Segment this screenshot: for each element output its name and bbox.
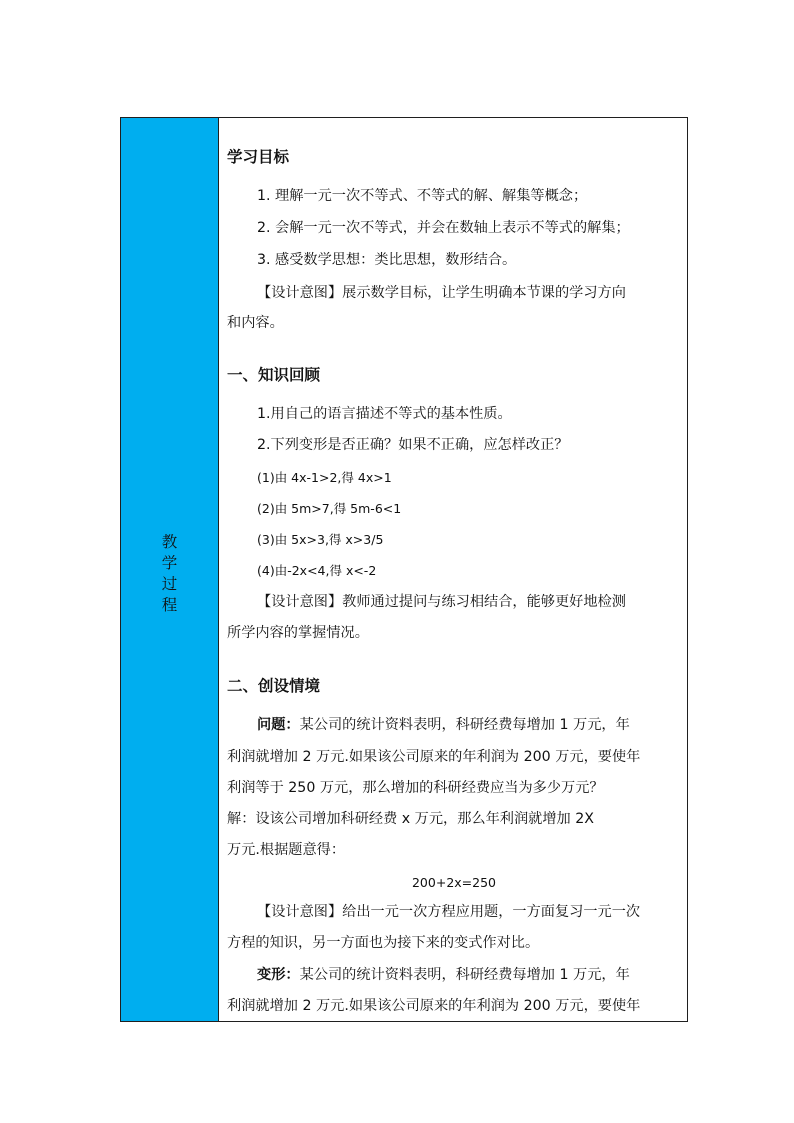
side-label-cell <box>121 118 219 1021</box>
solution-line-1: 解：设该公司增加科研经费 x 万元，那么年利润就增加 2X <box>227 811 594 827</box>
review-item-1: 1.用自己的语言描述不等式的基本性质。 <box>257 406 512 422</box>
problem-line-1 <box>257 716 630 734</box>
variant-label: 变形： <box>257 967 300 983</box>
design-intent-3: 【设计意图】给出一元一次方程应用题，一方面复习一元一次 <box>257 904 641 920</box>
variant-line-2: 利润就增加 2 万元.如果该公司原来的年利润为 200 万元，要使年 <box>227 998 641 1014</box>
design-intent-3-cont: 方程的知识，另一方面也为接下来的变式作对比。 <box>227 935 540 951</box>
design-intent-2: 【设计意图】教师通过提问与练习相结合，能够更好地检测 <box>257 594 626 610</box>
side-label <box>162 532 178 616</box>
design-intent-1-cont: 和内容。 <box>227 315 284 331</box>
equation: 200+2x=250 <box>411 875 496 890</box>
problem-label: 问题： <box>257 717 300 733</box>
problem-text: 某公司的统计资料表明，科研经费每增加 1 万元，年 <box>299 717 630 733</box>
solution-line-2: 万元.根据题意得： <box>227 842 346 858</box>
design-intent-2-cont: 所学内容的掌握情况。 <box>227 625 369 641</box>
heading-learning-goals: 学习目标 <box>227 148 290 166</box>
side-label-char: 学 <box>161 554 178 572</box>
goal-2: 2. 会解一元一次不等式，并会在数轴上表示不等式的解集； <box>257 220 630 236</box>
lesson-table <box>120 117 688 1022</box>
review-sub-4: (4)由-2x<4,得 x<-2 <box>257 563 377 578</box>
review-item-2: 2.下列变形是否正确？如果不正确，应怎样改正？ <box>257 437 569 453</box>
goal-3: 3. 感受数学思想：类比思想，数形结合。 <box>257 252 517 268</box>
problem-line-2: 利润就增加 2 万元.如果该公司原来的年利润为 200 万元，要使年 <box>227 749 641 765</box>
side-label-char: 教 <box>161 533 178 551</box>
variant-line-1 <box>257 966 630 984</box>
goal-1: 1. 理解一元一次不等式、不等式的解、解集等概念； <box>257 188 588 204</box>
problem-line-3: 利润等于 250 万元，那么增加的科研经费应当为多少万元？ <box>227 780 604 796</box>
side-label-char: 过 <box>161 575 178 593</box>
content-cell <box>219 118 687 1021</box>
heading-knowledge-review: 一、知识回顾 <box>227 366 321 384</box>
side-label-char: 程 <box>161 596 178 614</box>
variant-text: 某公司的统计资料表明，科研经费每增加 1 万元，年 <box>299 967 630 983</box>
heading-create-scenario: 二、创设情境 <box>227 677 321 695</box>
review-sub-3: (3)由 5x>3,得 x>3/5 <box>257 532 384 547</box>
review-sub-2: (2)由 5m>7,得 5m-6<1 <box>257 501 402 516</box>
review-sub-1: (1)由 4x-1>2,得 4x>1 <box>257 470 392 485</box>
design-intent-1: 【设计意图】展示数学目标，让学生明确本节课的学习方向 <box>257 285 626 301</box>
